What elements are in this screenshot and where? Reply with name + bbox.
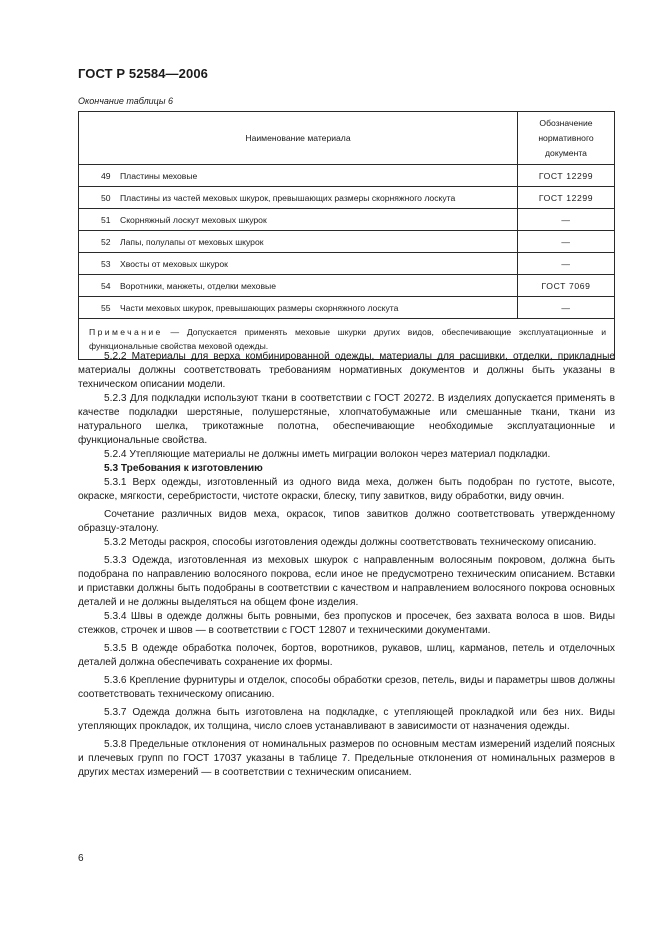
- material-name-cell: [79, 165, 518, 187]
- page-number: 6: [78, 853, 84, 864]
- table-row: [79, 275, 615, 297]
- column-header-name: Наименование материала: [79, 112, 518, 165]
- row-number: 54: [101, 280, 111, 291]
- section-heading-5-3: 5.3 Требования к изготовлению: [104, 463, 263, 474]
- material-name: Части меховых шкурок, превышающих размеры скорняжного лоскута: [120, 302, 399, 313]
- table-row: [79, 187, 615, 209]
- row-number: 52: [101, 236, 111, 247]
- table-row: [79, 253, 615, 275]
- material-name: Пластины меховые: [120, 170, 198, 181]
- row-number: 53: [101, 258, 111, 269]
- material-name: Лапы, полулапы от меховых шкурок: [120, 236, 264, 247]
- paragraph-5-3-5: 5.3.5 В одежде обработка полочек, бортов, воротников, рукавов, шлиц, карманов, петель и отделочных деталей должна обеспечивать сохранение их формы.: [78, 643, 615, 668]
- table-row: [79, 165, 615, 187]
- material-name: Скорняжный лоскут меховых шкурок: [120, 214, 267, 225]
- material-name-cell: [79, 209, 518, 231]
- material-name: Хвосты от меховых шкурок: [120, 258, 228, 269]
- note-text: — Допускается применять меховые шкурки других видов, обеспечивающие эксплуатационные и функциональные свойства меховой одежды.: [89, 327, 606, 351]
- material-name-cell: [79, 187, 518, 209]
- material-name-cell: [79, 253, 518, 275]
- material-name: Пластины из частей меховых шкурок, превышающих размеры скорняжного лоскута: [120, 192, 456, 203]
- paragraph-5-3-8: 5.3.8 Предельные отклонения от номинальных размеров по основным местам измерений изделий поясных и плечевых групп по ГОСТ 17037 указаны в таблице 7. Предельные отклонения от номинальных размеров в других местах измерений — в соответствии с техническим описанием.: [78, 739, 615, 778]
- body-text: [78, 350, 615, 780]
- paragraph-5-3-6: 5.3.6 Крепление фурнитуры и отделок, способы обработки срезов, петель, виды и параметры швов должны соответствовать техническому описанию.: [78, 675, 615, 700]
- doc-cell: ГОСТ 12299: [518, 165, 615, 187]
- note-label: Примечание: [89, 327, 163, 337]
- doc-cell: —: [518, 253, 615, 275]
- row-number: 49: [101, 170, 111, 181]
- table-row: [79, 209, 615, 231]
- doc-cell: ГОСТ 7069: [518, 275, 615, 297]
- table-row: [79, 231, 615, 253]
- table-caption: Окончание таблицы 6: [78, 96, 173, 106]
- row-number: 50: [101, 192, 111, 203]
- doc-cell: ГОСТ 12299: [518, 187, 615, 209]
- paragraph-5-2-4: 5.2.4 Утепляющие материалы не должны иметь миграции волокон через материал подкладки.: [104, 449, 551, 460]
- document-header: ГОСТ Р 52584—2006: [78, 66, 208, 81]
- row-number: 51: [101, 214, 111, 225]
- table-row: [79, 297, 615, 319]
- material-name-cell: [79, 231, 518, 253]
- paragraph-5-3-4: 5.3.4 Швы в одежде должны быть ровными, без пропусков и просечек, без захвата волоса в шов. Виды стежков, строчек и швов — в соответствии с ГОСТ 12807 и техническими документами.: [78, 611, 615, 636]
- paragraph-5-3-3: 5.3.3 Одежда, изготовленная из меховых шкурок с направленным волосяным покровом, должна быть подобрана по направлению волосяного покрова, если иное не предусмотрено техническим описанием. Вставки и приставки должны быть подобраны в соответствии с качеством и направлением волосяного покрова основных деталей и не должны выделяться на общем фоне изделия.: [78, 555, 615, 608]
- row-number: 55: [101, 302, 111, 313]
- table-header-row: [79, 112, 615, 165]
- materials-table: [78, 111, 615, 360]
- material-name-cell: [79, 297, 518, 319]
- doc-cell: —: [518, 297, 615, 319]
- doc-cell: —: [518, 231, 615, 253]
- paragraph-5-2-3: 5.2.3 Для подкладки используют ткани в соответствии с ГОСТ 20272. В изделиях допускается применять в качестве подкладки шерстяные, полушерстяные, хлопчатобумажные или смешанные ткани, ткани из натурального шелка, трикотажные полотна, обеспечивающие необходимые эксплуатационные и функциональные свойства.: [78, 393, 615, 446]
- column-header-doc: Обозначение нормативного документа: [518, 112, 615, 165]
- paragraph-5-2-2: 5.2.2 Материалы для верха комбинированной одежды, материалы для расшивки, отделки, прикладные материалы должны соответствовать требованиям нормативных документов и должны быть указаны в техническом описании модели.: [78, 351, 615, 390]
- paragraph-5-3-2: 5.3.2 Методы раскроя, способы изготовления одежды должны соответствовать техническому описанию.: [104, 537, 597, 548]
- paragraph-5-3-1: 5.3.1 Верх одежды, изготовленный из одного вида меха, должен быть подобран по густоте, высоте, окраске, мягкости, серебристости, чистоте окраски, блеску, типу завитков, виду обработки, виду овчин.: [78, 477, 615, 502]
- paragraph-5-3-7: 5.3.7 Одежда должна быть изготовлена на подкладке, с утепляющей прокладкой или без них. Виды утепляющих прокладок, их толщина, число слоев устанавливают в зависимости от назначения одежды.: [78, 707, 615, 732]
- material-name-cell: [79, 275, 518, 297]
- material-name: Воротники, манжеты, отделки меховые: [120, 280, 276, 291]
- paragraph-5-3-1-continued: Сочетание различных видов меха, окрасок, типов завитков должно соответствовать утвержденному образцу-эталону.: [78, 509, 615, 534]
- doc-cell: —: [518, 209, 615, 231]
